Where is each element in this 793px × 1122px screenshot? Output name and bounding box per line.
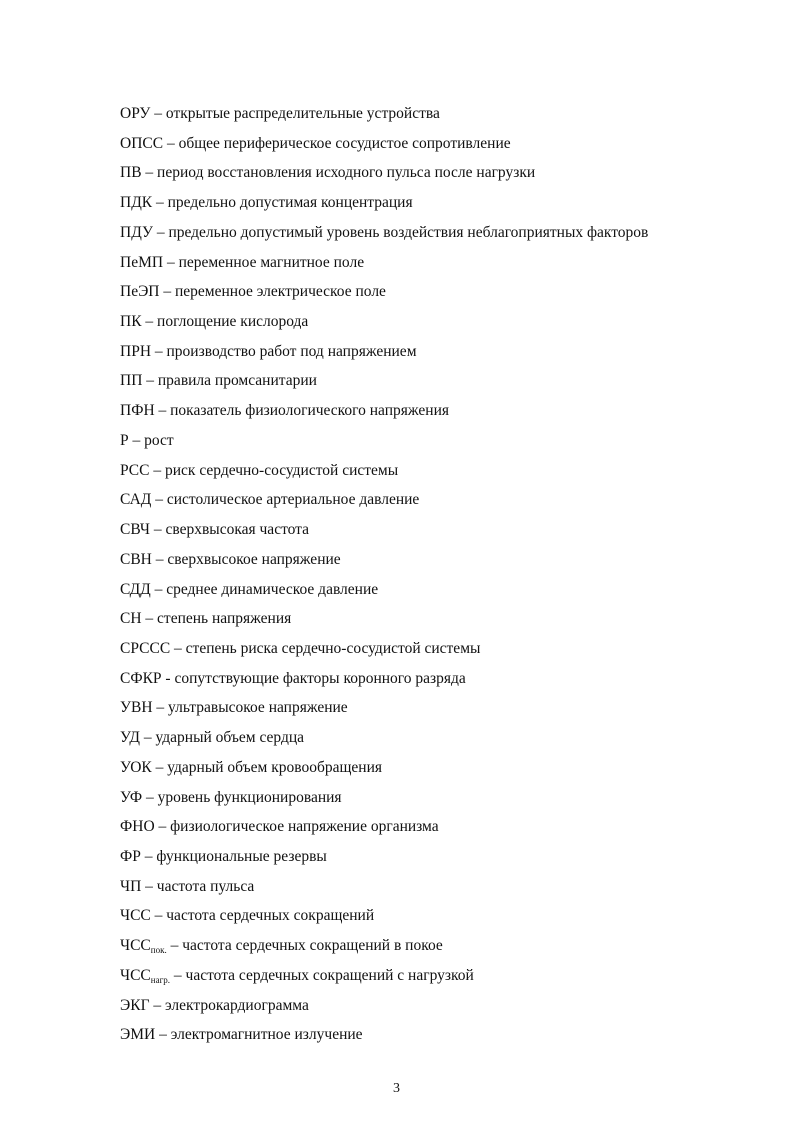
- abbreviation-separator: –: [150, 105, 166, 122]
- abbreviation-separator: –: [170, 966, 186, 984]
- abbreviation-separator: –: [142, 788, 158, 806]
- list-item: [120, 933, 760, 963]
- abbreviation-separator: –: [128, 431, 145, 449]
- abbreviation-separator: –: [151, 758, 168, 776]
- abbreviation-definition: риск сердечно-сосудистой системы: [165, 461, 399, 479]
- abbreviation-definition: переменное электрическое поле: [175, 283, 386, 301]
- abbreviation-separator: –: [152, 223, 169, 241]
- abbreviation-separator: –: [150, 907, 167, 925]
- abbreviation-separator: –: [151, 550, 168, 568]
- abbreviation-term-text: ЧСС: [120, 907, 151, 925]
- abbreviation-definition: степень риска сердечно-сосудистой системы: [185, 639, 481, 657]
- abbreviation-definition: физиологическое напряжение организма: [170, 818, 439, 836]
- abbreviation-definition: среднее динамическое давление: [166, 580, 379, 598]
- abbreviation-definition: уровень функционирования: [157, 788, 342, 806]
- abbreviation-separator: –: [155, 1026, 171, 1044]
- list-item: [120, 666, 760, 696]
- abbreviation-term-text: СВН: [120, 550, 152, 568]
- abbreviation-term-text: УВН: [120, 699, 153, 717]
- abbreviation-term: [120, 610, 142, 627]
- abbreviation-term-text: УФ: [120, 788, 143, 806]
- list-item: [120, 517, 760, 547]
- list-item: [120, 398, 760, 428]
- abbreviation-separator: –: [151, 491, 167, 509]
- abbreviation-term: [120, 937, 167, 954]
- abbreviation-term: [120, 729, 140, 746]
- abbreviation-separator: –: [149, 996, 166, 1014]
- abbreviation-term-text: СН: [120, 610, 142, 628]
- abbreviation-term-text: Р: [120, 431, 129, 449]
- abbreviation-separator: –: [149, 461, 165, 479]
- page-number: 3: [393, 1081, 400, 1096]
- abbreviation-term-text: СФКР: [120, 669, 162, 687]
- abbreviation-term-text: ПП: [120, 372, 143, 390]
- abbreviation-separator: –: [163, 134, 179, 152]
- list-item: [120, 814, 760, 844]
- abbreviation-term: [120, 789, 142, 806]
- abbreviation-subscript: нагр.: [150, 974, 171, 985]
- abbreviation-term-text: СДД: [120, 580, 151, 598]
- abbreviation-term-text: ПФН: [120, 402, 155, 420]
- abbreviation-definition: производство работ под напряжением: [166, 342, 417, 360]
- list-item: [120, 220, 760, 250]
- list-item: [120, 279, 760, 309]
- abbreviation-term-text: ФНО: [120, 818, 155, 836]
- abbreviation-term: [120, 640, 170, 657]
- list-item: [120, 636, 760, 666]
- abbreviation-term-text: ЧСС: [120, 937, 151, 955]
- abbreviation-separator: –: [166, 937, 183, 955]
- list-item: [120, 903, 760, 933]
- abbreviation-term: [120, 254, 163, 271]
- abbreviation-term-text: ФР: [120, 847, 141, 865]
- abbreviation-separator: –: [170, 639, 186, 657]
- abbreviation-term: [120, 343, 151, 360]
- abbreviation-separator: –: [141, 610, 158, 628]
- abbreviation-separator: –: [149, 521, 166, 539]
- abbreviation-term: [120, 818, 155, 835]
- abbreviation-term: [120, 432, 129, 449]
- abbreviation-term-text: ЧСС: [120, 966, 151, 984]
- abbreviation-term-text: САД: [120, 491, 152, 509]
- abbreviation-term: [120, 997, 150, 1014]
- abbreviation-definition: сверхвысокая частота: [165, 521, 310, 539]
- abbreviation-definition: частота сердечных сокращений в покое: [182, 937, 443, 955]
- list-item: [120, 874, 760, 904]
- abbreviation-term: [120, 194, 152, 211]
- abbreviation-separator: -: [161, 669, 175, 687]
- abbreviation-list: [120, 101, 760, 1052]
- abbreviation-term-text: ЧП: [120, 877, 142, 895]
- abbreviation-term: [120, 551, 152, 568]
- abbreviation-separator: –: [142, 372, 158, 390]
- list-item: [120, 785, 760, 815]
- abbreviation-definition: открытые распределительные устройства: [165, 105, 440, 122]
- list-item: [120, 190, 760, 220]
- abbreviation-definition: сопутствующие факторы коронного разряда: [174, 669, 466, 687]
- abbreviation-definition: общее периферическое сосудистое сопротивление: [178, 134, 511, 152]
- abbreviation-definition: функциональные резервы: [156, 847, 327, 865]
- list-item: [120, 309, 760, 339]
- list-item: [120, 547, 760, 577]
- abbreviation-definition: частота сердечных сокращений: [166, 907, 375, 925]
- abbreviation-definition: степень напряжения: [157, 610, 292, 628]
- list-item: [120, 101, 760, 131]
- abbreviation-definition: предельно допустимая концентрация: [167, 194, 413, 212]
- list-item: [120, 695, 760, 725]
- list-item: [120, 993, 760, 1023]
- list-item: [120, 844, 760, 874]
- abbreviation-separator: –: [141, 164, 158, 182]
- abbreviation-term: [120, 848, 141, 865]
- abbreviation-term: [120, 1026, 155, 1043]
- abbreviation-term: [120, 313, 142, 330]
- abbreviation-term: [120, 402, 155, 419]
- list-item: [120, 606, 760, 636]
- abbreviation-term: [120, 907, 151, 924]
- abbreviation-definition: электромагнитное излучение: [170, 1026, 363, 1044]
- abbreviation-term-text: ПРН: [120, 342, 152, 360]
- abbreviation-definition: показатель физиологического напряжения: [170, 402, 450, 420]
- list-item: [120, 1022, 760, 1052]
- abbreviation-term: [120, 283, 160, 300]
- abbreviation-term-text: СВЧ: [120, 521, 150, 539]
- abbreviation-term-text: ПДК: [120, 194, 153, 212]
- list-item: [120, 339, 760, 369]
- abbreviation-separator: –: [163, 253, 179, 271]
- abbreviation-term-text: ПеЭП: [120, 283, 160, 301]
- abbreviation-term: [120, 372, 142, 389]
- abbreviation-definition: ультравысокое напряжение: [168, 699, 348, 717]
- list-item: [120, 131, 760, 161]
- abbreviation-term-text: ПеМП: [120, 253, 164, 271]
- abbreviation-separator: –: [151, 342, 167, 360]
- list-item: [120, 725, 760, 755]
- abbreviation-term-text: ОРУ: [120, 105, 151, 122]
- abbreviation-term-text: ЭМИ: [120, 1026, 156, 1044]
- abbreviation-separator: –: [150, 580, 167, 598]
- abbreviation-term-text: УД: [120, 729, 140, 747]
- abbreviation-separator: –: [159, 283, 175, 301]
- abbreviation-definition: период восстановления исходного пульса после нагрузки: [157, 164, 536, 182]
- abbreviation-separator: –: [140, 847, 157, 865]
- abbreviation-definition: ударный объем кровообращения: [167, 758, 383, 776]
- abbreviation-term-text: ПК: [120, 313, 142, 331]
- abbreviation-definition: частота пульса: [156, 877, 255, 895]
- abbreviation-separator: –: [154, 818, 171, 836]
- abbreviation-definition: переменное магнитное поле: [178, 253, 365, 271]
- abbreviation-term: [120, 224, 153, 241]
- abbreviation-definition: рост: [144, 431, 174, 449]
- abbreviation-term: [120, 670, 162, 687]
- abbreviation-definition: правила промсанитарии: [157, 372, 317, 390]
- abbreviation-term: [120, 878, 141, 895]
- abbreviation-separator: –: [152, 699, 169, 717]
- abbreviation-term: [120, 699, 153, 716]
- list-item: [120, 428, 760, 458]
- abbreviation-separator: –: [154, 402, 171, 420]
- abbreviation-term-text: СРССС: [120, 639, 171, 657]
- abbreviation-separator: –: [141, 877, 157, 895]
- abbreviation-term: [120, 581, 151, 598]
- abbreviation-definition: систолическое артериальное давление: [166, 491, 420, 509]
- abbreviation-term-text: ПВ: [120, 164, 142, 182]
- abbreviation-definition: предельно допустимый уровень воздействия неблагоприятных факторов: [168, 223, 649, 241]
- abbreviation-term: [120, 135, 163, 152]
- list-item: [120, 458, 760, 488]
- abbreviation-term-text: ПДУ: [120, 223, 153, 241]
- abbreviation-separator: –: [141, 313, 158, 331]
- abbreviation-term: [120, 491, 151, 508]
- abbreviation-definition: поглощение кислорода: [157, 313, 309, 331]
- abbreviation-definition: электрокардиограмма: [165, 996, 309, 1014]
- abbreviation-definition: частота сердечных сокращений с нагрузкой: [185, 966, 474, 984]
- abbreviation-term: [120, 164, 142, 181]
- abbreviation-subscript: пок.: [150, 945, 167, 956]
- abbreviation-term-text: УОК: [120, 758, 152, 776]
- abbreviation-definition: ударный объем сердца: [155, 729, 305, 747]
- list-item: [120, 577, 760, 607]
- list-item: [120, 755, 760, 785]
- list-item: [120, 250, 760, 280]
- abbreviation-term: [120, 462, 150, 479]
- abbreviation-term: [120, 967, 170, 984]
- abbreviation-term: [120, 521, 150, 538]
- abbreviation-definition: сверхвысокое напряжение: [167, 550, 341, 568]
- abbreviation-term: [120, 105, 150, 122]
- abbreviation-term-text: РСС: [120, 461, 150, 479]
- abbreviation-separator: –: [152, 194, 168, 212]
- list-item: [120, 963, 760, 993]
- abbreviation-term-text: ЭКГ: [120, 996, 150, 1014]
- list-item: [120, 368, 760, 398]
- list-item: [120, 160, 760, 190]
- abbreviation-term: [120, 759, 152, 776]
- abbreviation-term-text: ОПСС: [120, 134, 164, 152]
- list-item: [120, 487, 760, 517]
- abbreviation-separator: –: [139, 729, 156, 747]
